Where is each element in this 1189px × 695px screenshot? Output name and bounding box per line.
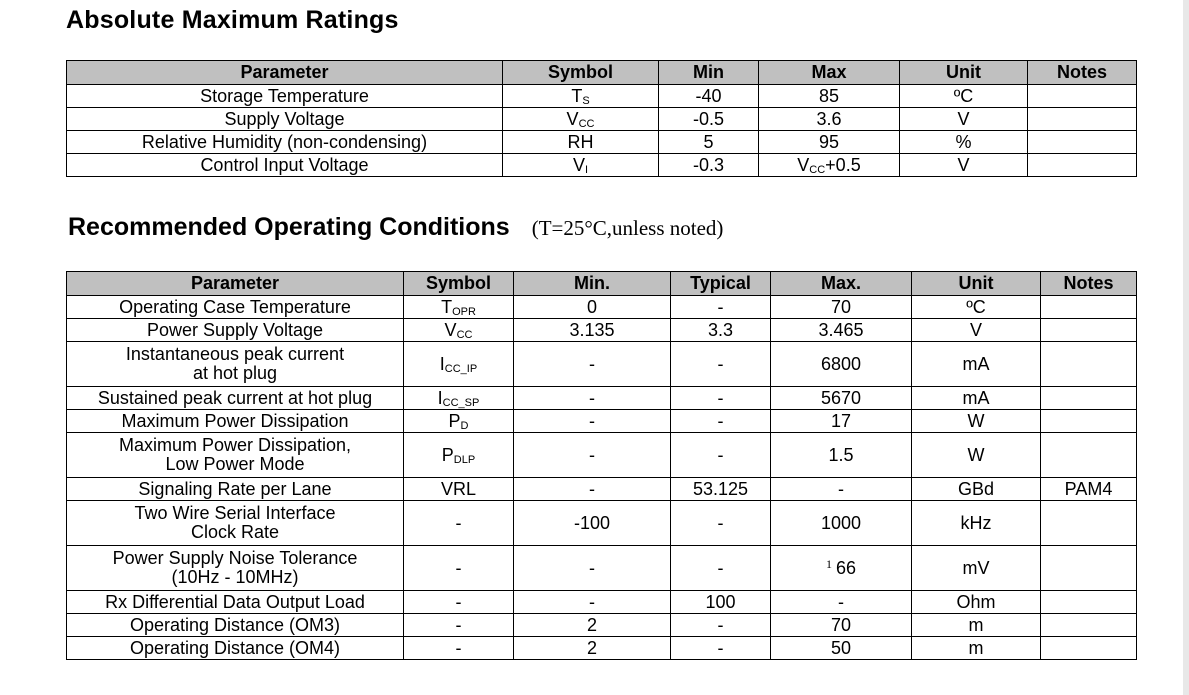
parameter-line-1: Power Supply Noise Tolerance	[112, 548, 358, 568]
min-cell: 2	[514, 614, 671, 637]
max-text: 66	[835, 557, 857, 578]
max-cell	[771, 410, 912, 433]
parameter-line-1: Two Wire Serial Interface	[134, 503, 336, 523]
max-cell	[759, 154, 900, 177]
parameter-line-1: Signaling Rate per Lane	[138, 478, 332, 499]
header-min: Min.	[514, 272, 671, 296]
section-title-absolute-maximum-ratings: Absolute Maximum Ratings	[66, 6, 399, 34]
max-cell	[771, 342, 912, 387]
min-cell: -	[514, 342, 671, 387]
section-title-text: Recommended Operating Conditions	[68, 213, 510, 241]
parameter-line-1: Operating Distance (OM3)	[129, 614, 341, 635]
table-row	[67, 85, 1137, 108]
unit-cell: mA	[912, 387, 1041, 410]
min-cell: 3.135	[514, 319, 671, 342]
symbol-cell	[404, 637, 514, 660]
table-row	[67, 591, 1137, 614]
symbol-cell	[404, 501, 514, 546]
table-row	[67, 614, 1137, 637]
symbol-subscript: I	[584, 163, 589, 176]
max-text: 85	[818, 85, 840, 106]
max-cell	[771, 501, 912, 546]
typical-cell: -	[671, 410, 771, 433]
parameter-line-1: Maximum Power Dissipation	[121, 410, 349, 431]
unit-cell: kHz	[912, 501, 1041, 546]
notes-cell	[1041, 637, 1137, 660]
symbol-cell	[404, 614, 514, 637]
page-edge-shadow	[1183, 0, 1189, 695]
symbol-cell	[404, 433, 514, 478]
parameter-line-1: Operating Distance (OM4)	[129, 637, 341, 658]
typical-cell: -	[671, 637, 771, 660]
header-unit: Unit	[900, 61, 1028, 85]
symbol-subscript: CC	[456, 328, 473, 341]
table-row	[67, 387, 1137, 410]
typical-cell: -	[671, 296, 771, 319]
notes-cell	[1041, 410, 1137, 433]
max-text: 17	[830, 410, 852, 431]
max-cell	[771, 614, 912, 637]
max-text: 3.465	[818, 319, 864, 340]
notes-cell	[1041, 501, 1137, 546]
header-symbol: Symbol	[503, 61, 659, 85]
symbol-cell	[404, 478, 514, 501]
parameter-cell	[67, 614, 404, 637]
note-reference: 1	[825, 556, 832, 571]
max-text: 5670	[820, 387, 862, 408]
max-text: 6800	[820, 353, 862, 374]
table-row	[67, 131, 1137, 154]
header-max: Max	[759, 61, 900, 85]
min-cell: -	[514, 410, 671, 433]
table-row	[67, 637, 1137, 660]
notes-cell	[1041, 319, 1137, 342]
table-row	[67, 433, 1137, 478]
max-text: -	[838, 591, 844, 612]
symbol-text: -	[455, 614, 462, 635]
max-text: -	[838, 478, 844, 499]
max-cell	[771, 478, 912, 501]
symbol-cell	[404, 342, 514, 387]
unit-cell: W	[912, 410, 1041, 433]
parameter-cell	[67, 410, 404, 433]
symbol-subscript: DLP	[453, 453, 476, 466]
max-cell	[759, 85, 900, 108]
typical-cell: -	[671, 614, 771, 637]
table-row	[67, 319, 1137, 342]
symbol-text: V	[444, 319, 457, 340]
symbol-cell	[404, 296, 514, 319]
typical-cell: -	[671, 546, 771, 591]
unit-cell: mA	[912, 342, 1041, 387]
symbol-text: RH	[567, 131, 594, 152]
table-row	[67, 296, 1137, 319]
symbol-cell	[404, 591, 514, 614]
min-cell: -100	[514, 501, 671, 546]
max-text: 50	[830, 637, 852, 658]
table-row	[67, 154, 1137, 177]
min-cell: -0.3	[659, 154, 759, 177]
symbol-subscript: S	[582, 94, 590, 107]
unit-cell: m	[912, 637, 1041, 660]
symbol-text: VRL	[440, 478, 476, 499]
unit-cell: V	[912, 319, 1041, 342]
max-subscript: CC	[809, 163, 826, 176]
parameter-line-1: Instantaneous peak current	[125, 344, 345, 364]
typical-cell: 3.3	[671, 319, 771, 342]
max-cell	[771, 433, 912, 478]
header-notes: Notes	[1028, 61, 1137, 85]
parameter-cell	[67, 342, 404, 387]
symbol-subscript: CC_SP	[442, 396, 480, 409]
symbol-subscript: OPR	[452, 305, 476, 318]
parameter-line-1: Power Supply Voltage	[146, 319, 324, 340]
min-cell: -	[514, 387, 671, 410]
min-cell: 0	[514, 296, 671, 319]
max-text: V	[797, 154, 810, 175]
header-typical: Typical	[671, 272, 771, 296]
notes-cell	[1041, 296, 1137, 319]
header-max: Max.	[771, 272, 912, 296]
min-cell: -40	[659, 85, 759, 108]
symbol-cell	[503, 108, 659, 131]
unit-cell: W	[912, 433, 1041, 478]
recommended-operating-conditions-table	[66, 271, 1137, 660]
symbol-text: -	[455, 637, 462, 658]
notes-cell	[1028, 85, 1137, 108]
unit-cell: %	[900, 131, 1028, 154]
unit-cell: Ohm	[912, 591, 1041, 614]
max-text: 70	[830, 614, 852, 635]
notes-cell	[1041, 342, 1137, 387]
unit-cell: V	[900, 154, 1028, 177]
symbol-text: -	[455, 591, 462, 612]
typical-cell: -	[671, 387, 771, 410]
symbol-text: T	[441, 296, 453, 317]
parameter-cell	[67, 546, 404, 591]
table-row	[67, 410, 1137, 433]
typical-cell: -	[671, 501, 771, 546]
symbol-text: P	[441, 444, 454, 465]
parameter-cell: Relative Humidity (non-condensing)	[67, 131, 503, 154]
parameter-line-2: (10Hz - 10MHz)	[171, 567, 299, 587]
max-text: 70	[830, 296, 852, 317]
notes-cell	[1028, 131, 1137, 154]
min-cell: -	[514, 478, 671, 501]
parameter-cell	[67, 591, 404, 614]
header-parameter: Parameter	[67, 61, 503, 85]
unit-cell: ºC	[912, 296, 1041, 319]
table-row	[67, 342, 1137, 387]
max-cell	[771, 546, 912, 591]
parameter-cell: Supply Voltage	[67, 108, 503, 131]
section-subtitle: (T=25°C,unless noted)	[531, 216, 724, 240]
header-parameter: Parameter	[67, 272, 404, 296]
table-row	[67, 546, 1137, 591]
symbol-text: V	[572, 154, 585, 175]
max-text: 3.6	[816, 108, 842, 129]
notes-cell: PAM4	[1041, 478, 1137, 501]
unit-cell: V	[900, 108, 1028, 131]
max-cell	[771, 296, 912, 319]
min-cell: 5	[659, 131, 759, 154]
max-cell	[771, 319, 912, 342]
table-row	[67, 478, 1137, 501]
notes-cell	[1028, 108, 1137, 131]
header-unit: Unit	[912, 272, 1041, 296]
max-cell	[759, 108, 900, 131]
notes-cell	[1028, 154, 1137, 177]
table-row	[67, 501, 1137, 546]
parameter-line-1: Operating Case Temperature	[119, 296, 351, 317]
symbol-text: V	[566, 108, 579, 129]
min-cell: -	[514, 546, 671, 591]
parameter-cell	[67, 433, 404, 478]
symbol-text: -	[455, 512, 462, 533]
max-cell	[759, 131, 900, 154]
notes-cell	[1041, 387, 1137, 410]
symbol-cell	[404, 546, 514, 591]
parameter-line-2: Clock Rate	[190, 522, 280, 542]
section-title-recommended-operating-conditions	[68, 213, 723, 242]
parameter-line-1: Sustained peak current at hot plug	[97, 387, 373, 408]
min-cell: 2	[514, 637, 671, 660]
symbol-text: P	[448, 410, 461, 431]
symbol-text: T	[571, 85, 583, 106]
symbol-subscript: D	[460, 419, 469, 432]
parameter-cell	[67, 637, 404, 660]
parameter-cell: Storage Temperature	[67, 85, 503, 108]
header-symbol: Symbol	[404, 272, 514, 296]
symbol-cell	[404, 410, 514, 433]
typical-cell: 100	[671, 591, 771, 614]
header-notes: Notes	[1041, 272, 1137, 296]
symbol-subscript: CC	[578, 117, 595, 130]
min-cell: -0.5	[659, 108, 759, 131]
symbol-text: -	[455, 557, 462, 578]
symbol-cell	[404, 387, 514, 410]
min-cell: -	[514, 591, 671, 614]
unit-cell: m	[912, 614, 1041, 637]
typical-cell: -	[671, 433, 771, 478]
typical-cell: -	[671, 342, 771, 387]
header-min: Min	[659, 61, 759, 85]
parameter-line-2: Low Power Mode	[165, 454, 305, 474]
symbol-text: I	[437, 387, 443, 408]
max-text: 1000	[820, 512, 862, 533]
parameter-line-2: at hot plug	[192, 363, 278, 383]
parameter-line-1: Rx Differential Data Output Load	[105, 591, 365, 612]
max-cell	[771, 637, 912, 660]
max-text: 95	[818, 131, 840, 152]
symbol-cell	[404, 319, 514, 342]
max-suffix: +0.5	[825, 154, 861, 175]
symbol-cell	[503, 85, 659, 108]
parameter-cell: Control Input Voltage	[67, 154, 503, 177]
max-cell	[771, 591, 912, 614]
parameter-cell	[67, 319, 404, 342]
notes-cell	[1041, 591, 1137, 614]
unit-cell: ºC	[900, 85, 1028, 108]
symbol-text: I	[439, 353, 445, 374]
parameter-cell	[67, 501, 404, 546]
parameter-cell	[67, 387, 404, 410]
parameter-line-1: Maximum Power Dissipation,	[118, 435, 352, 455]
min-cell: -	[514, 433, 671, 478]
parameter-cell	[67, 478, 404, 501]
notes-cell	[1041, 614, 1137, 637]
typical-cell: 53.125	[671, 478, 771, 501]
unit-cell: mV	[912, 546, 1041, 591]
table-header-row	[67, 272, 1137, 296]
symbol-subscript: CC_IP	[444, 362, 478, 375]
max-text: 1.5	[828, 444, 854, 465]
parameter-cell	[67, 296, 404, 319]
table-header-row	[67, 61, 1137, 85]
notes-cell	[1041, 433, 1137, 478]
notes-cell	[1041, 546, 1137, 591]
table-row	[67, 108, 1137, 131]
unit-cell: GBd	[912, 478, 1041, 501]
absolute-maximum-ratings-table	[66, 60, 1137, 177]
symbol-cell	[503, 131, 659, 154]
symbol-cell	[503, 154, 659, 177]
max-cell	[771, 387, 912, 410]
